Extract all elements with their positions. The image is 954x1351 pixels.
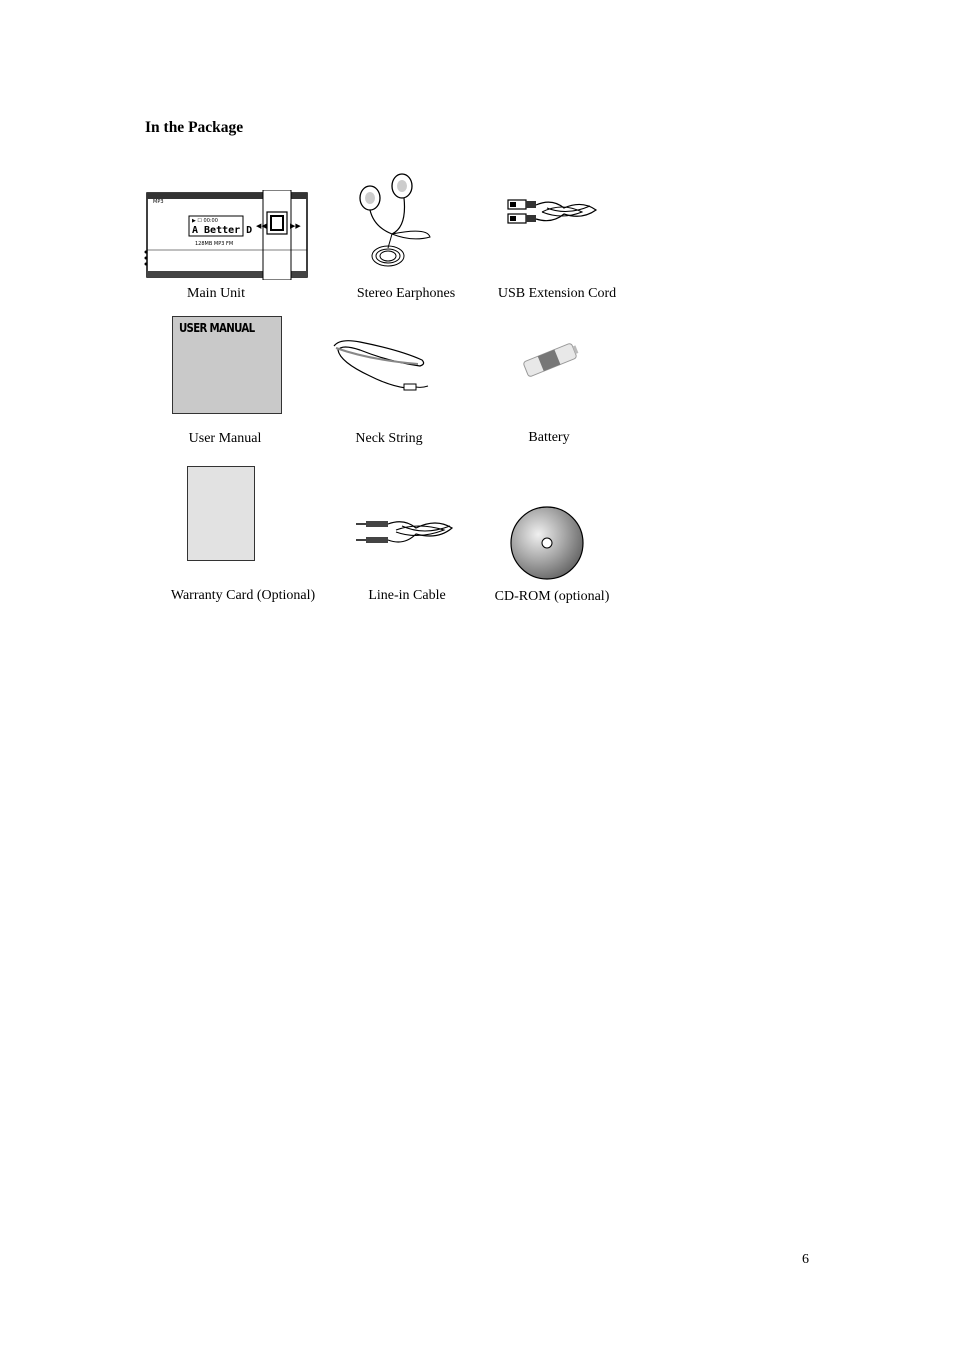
svg-text:▶ ☐ 00:00: ▶ ☐ 00:00 <box>192 218 218 224</box>
svg-text:MP3: MP3 <box>153 199 164 205</box>
caption-warranty-card: Warranty Card (Optional) <box>170 588 316 603</box>
caption-main-unit: Main Unit <box>187 286 245 301</box>
warranty-card-image <box>187 466 255 561</box>
usb-cord-image <box>502 190 602 234</box>
svg-text:▶▶: ▶▶ <box>290 222 301 230</box>
neck-string-image <box>330 336 436 396</box>
page-number: 6 <box>802 1252 809 1267</box>
main-unit-image <box>143 190 311 280</box>
cd-rom-image <box>509 505 585 581</box>
section-heading: In the Package <box>145 119 244 136</box>
screen-text: A Better D <box>192 225 253 236</box>
battery-image <box>518 340 582 380</box>
caption-user-manual: User Manual <box>188 431 262 446</box>
user-manual-image <box>172 316 282 414</box>
caption-stereo-earphones: Stereo Earphones <box>356 286 456 301</box>
earphones-image <box>352 172 442 272</box>
line-in-cable-image <box>354 512 458 552</box>
svg-text:◀◀: ◀◀ <box>256 222 267 230</box>
caption-battery: Battery <box>528 430 570 445</box>
svg-text:128MB MP3 FM: 128MB MP3 FM <box>195 241 234 247</box>
caption-cd-rom: CD-ROM (optional) <box>494 589 610 604</box>
caption-line-in-cable: Line-in Cable <box>368 588 446 603</box>
caption-neck-string: Neck String <box>355 431 423 446</box>
caption-usb-cord: USB Extension Cord <box>497 286 617 301</box>
manual-cover-text: USER MANUAL <box>178 321 255 335</box>
